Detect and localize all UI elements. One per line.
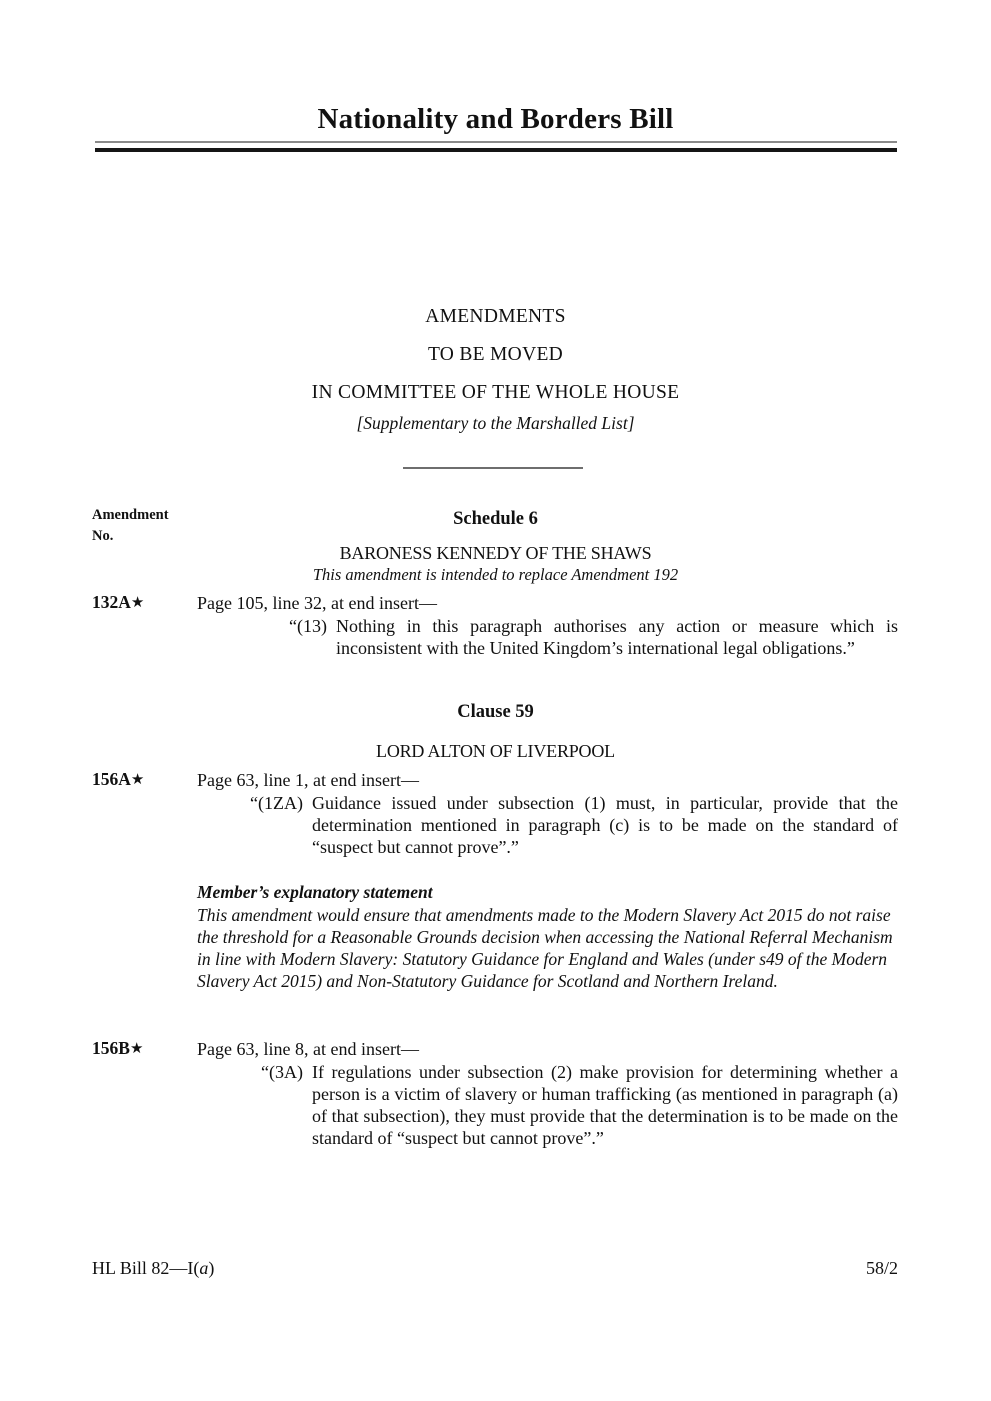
amendment-number-132A [92, 592, 144, 613]
amendment-132A-instruction: Page 105, line 32, at end insert— [197, 593, 437, 613]
title-rule-thick [95, 148, 897, 152]
separator-rule [403, 467, 583, 469]
page-reference: 58/2 [865, 1258, 898, 1278]
new-amendment-star-icon: ★ [130, 770, 145, 788]
clause-59-heading: Clause 59 [457, 702, 534, 722]
new-amendment-star-icon: ★ [130, 593, 145, 611]
amendment-156B-text [261, 1061, 898, 1149]
front-subtitle: [Supplementary to the Marshalled List] [356, 413, 635, 433]
subsection-designator: “(1ZA) [250, 793, 303, 813]
sponsor-lord-alton: LORD ALTON OF LIVERPOOL [376, 741, 615, 761]
amendment-156B-body: If regulations under subsection (2) make provision for determining whether a person is a victim of slavery or human trafficking (as mentioned in paragraph (a) of that subsection), they must provide that the determination is to be made on the standard of “suspect but cannot prove”.” [312, 1062, 898, 1148]
title-rule-thin [95, 141, 897, 143]
new-amendment-star-icon: ★ [129, 1039, 144, 1057]
bill-reference [92, 1258, 214, 1279]
amendment-number-text: 132A [92, 592, 131, 612]
subsection-designator: “(3A) [261, 1062, 303, 1082]
front-heading-amendments: AMENDMENTS [425, 306, 566, 327]
amendment-132A-text [289, 615, 898, 659]
front-heading-committee: IN COMMITTEE OF THE WHOLE HOUSE [311, 382, 680, 403]
amendment-156A-text [250, 792, 898, 858]
amendment-number-text: 156B [92, 1038, 130, 1058]
amendment-156A-body: Guidance issued under subsection (1) must, in particular, provide that the determination mentioned in paragraph (c) is to be made on the standard of “suspect but cannot prove”.” [312, 793, 898, 857]
amendment-156A-instruction: Page 63, line 1, at end insert— [197, 770, 419, 790]
schedule-6-heading: Schedule 6 [453, 509, 538, 529]
amendment-no-label-line2: No. [92, 528, 114, 544]
amendment-156B-instruction: Page 63, line 8, at end insert— [197, 1039, 419, 1059]
bill-ref-italic: a [199, 1258, 209, 1278]
explanatory-statement-heading: Member’s explanatory statement [197, 882, 433, 902]
bill-ref-prefix: HL Bill 82—I( [92, 1258, 200, 1278]
bill-title: Nationality and Borders Bill [317, 103, 674, 135]
sponsor-baroness-kennedy: BARONESS KENNEDY OF THE SHAWS [339, 543, 652, 563]
amendment-number-text: 156A [92, 769, 131, 789]
replacement-note: This amendment is intended to replace Amendment 192 [312, 565, 679, 584]
amendment-no-label-line1: Amendment [92, 507, 169, 523]
front-heading-to-be-moved: TO BE MOVED [427, 344, 564, 365]
explanatory-statement-text: This amendment would ensure that amendments made to the Modern Slavery Act 2015 do not raise the threshold for a Reasonable Grounds decision when accessing the National Referral Mechanism in line with Modern Slavery: Statutory Guidance for England and Wales (under s49 of the Modern Slavery Act 2015) and Non-Statutory Guidance for Scotland and Northern Ireland. [197, 905, 893, 991]
amendment-132A-body: Nothing in this paragraph authorises any action or measure which is inconsistent with the United Kingdom’s international legal obligations.” [336, 616, 898, 658]
subparagraph-designator: “(13) [289, 616, 327, 636]
amendment-number-156B [92, 1038, 143, 1059]
bill-ref-suffix: ) [208, 1258, 215, 1278]
amendment-number-156A [92, 769, 144, 790]
